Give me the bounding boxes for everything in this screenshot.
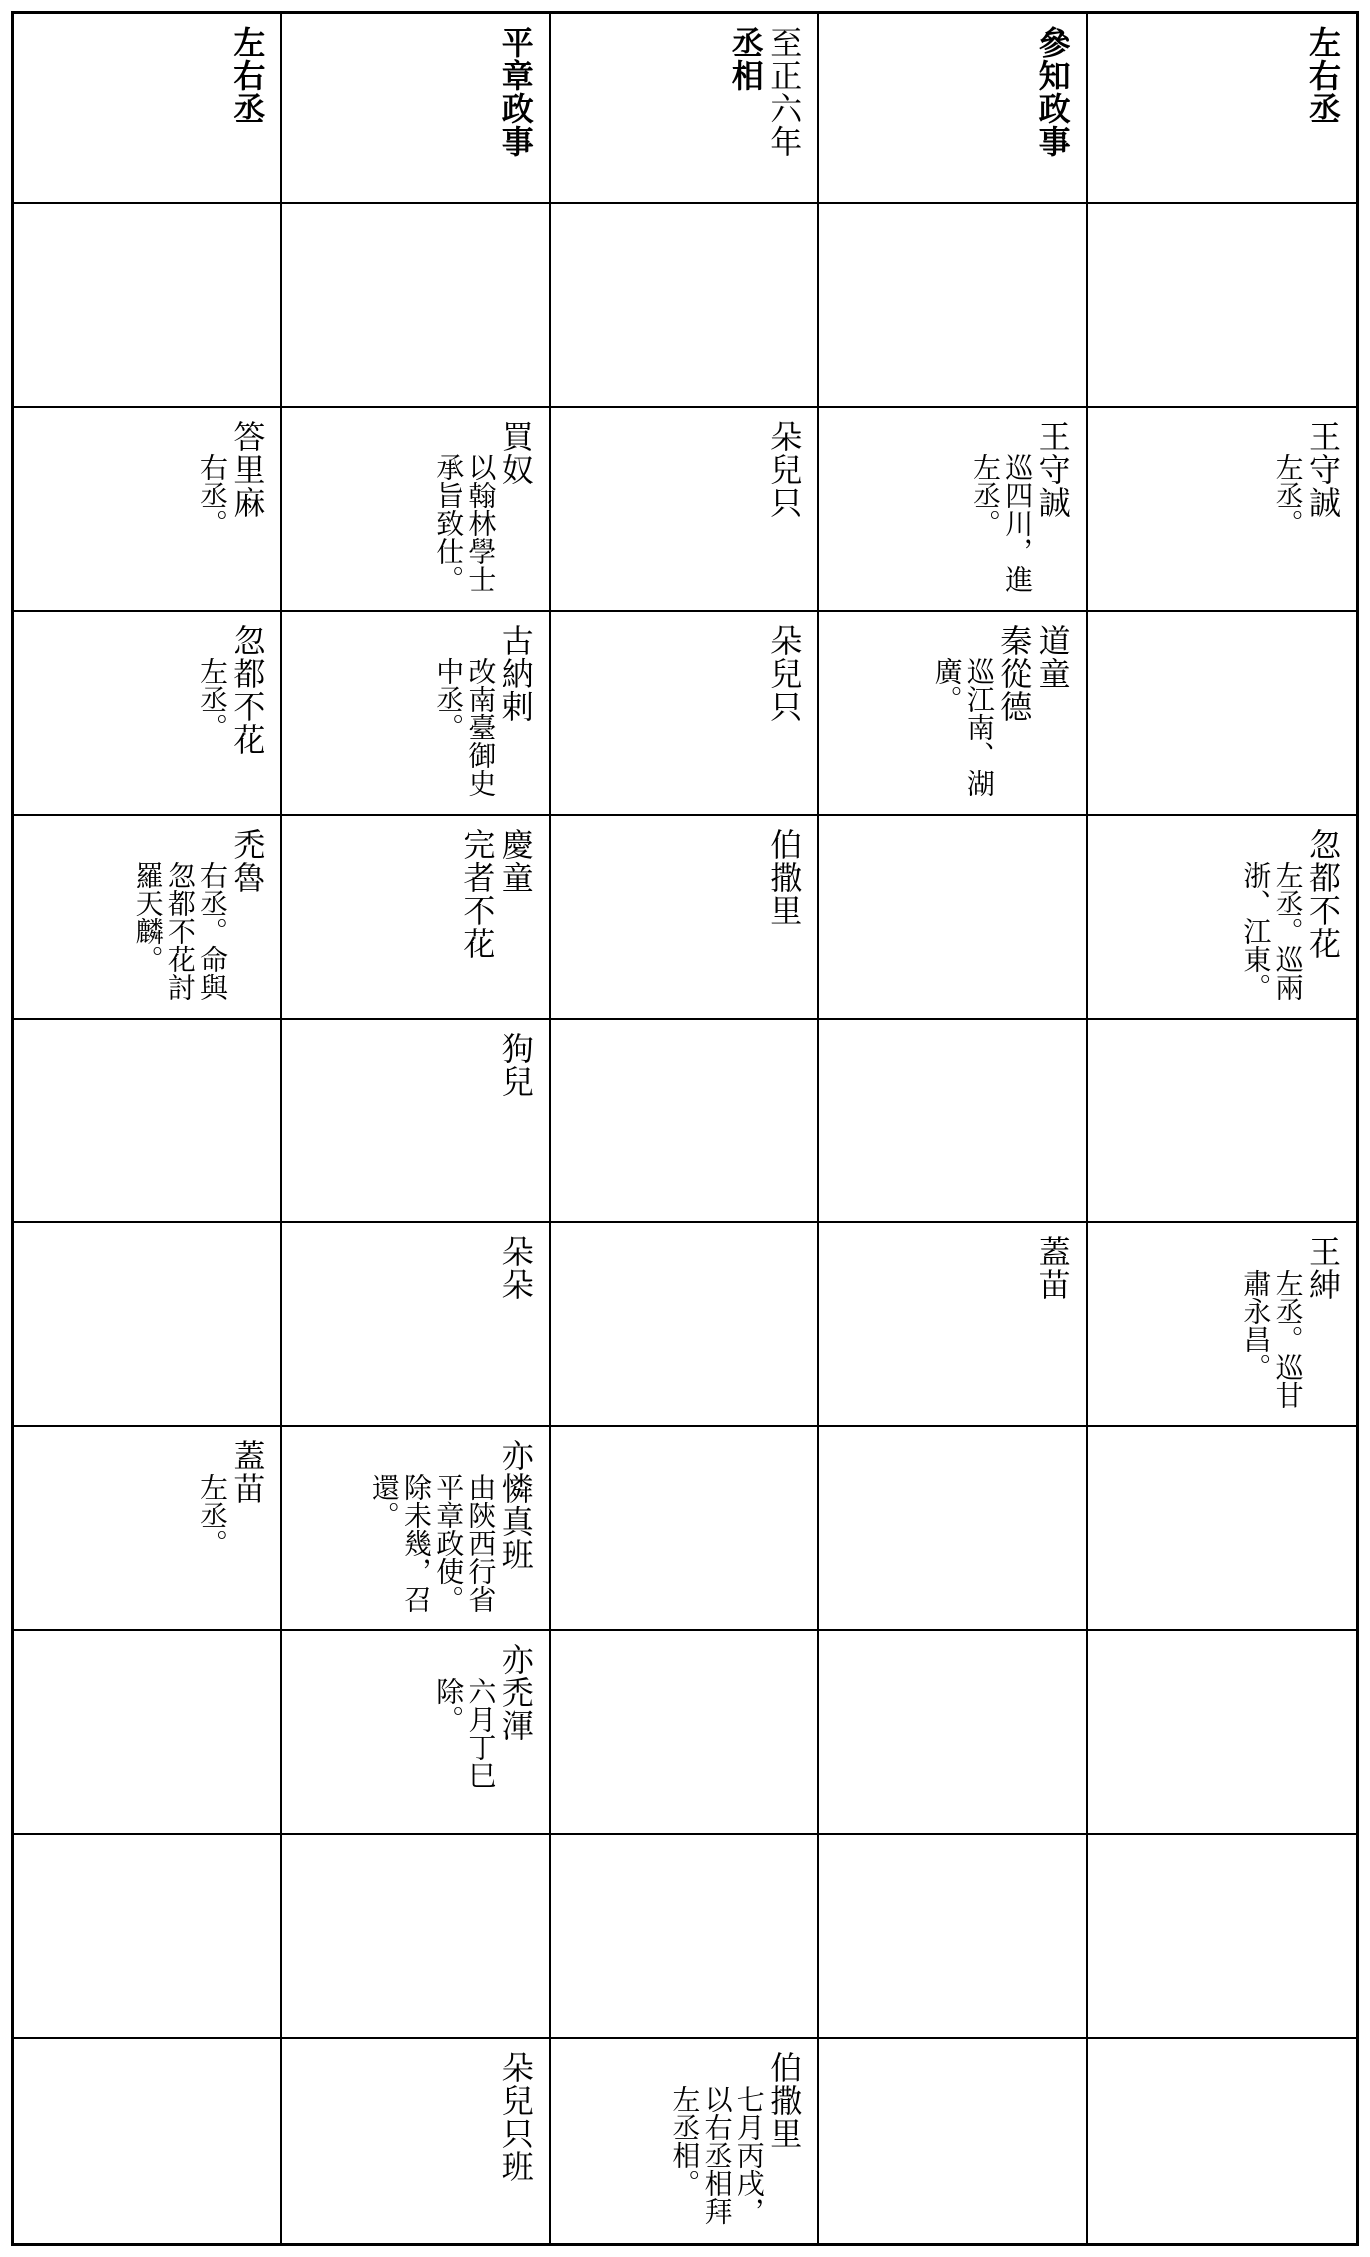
cell-name: 蓋苗 [228, 1439, 267, 1506]
table-cell [1088, 1631, 1356, 1835]
cell-name: 慶童 [496, 827, 535, 894]
table-cell [551, 1427, 819, 1631]
cell-text [14, 1835, 280, 2037]
table-cell [14, 816, 282, 1020]
cell-text [1088, 2039, 1356, 2243]
header-line: 參知政事 [1033, 26, 1072, 158]
cell-text [14, 816, 280, 1018]
header-line: 左右丞 [228, 26, 267, 125]
cell-name: 王守誠 [1303, 419, 1342, 519]
cell-text [282, 612, 548, 814]
cell-note: 右丞。 [196, 453, 229, 538]
cell-text [14, 408, 280, 610]
table-cell [551, 2039, 819, 2243]
cell-text [551, 2039, 817, 2243]
header-line: 至正六年 [765, 26, 804, 158]
cell-name: 王守誠 [1033, 419, 1072, 519]
cell-text [1088, 1020, 1356, 1222]
cell-name: 忽都不花 [228, 623, 267, 756]
cell-name: 古納剌 [496, 623, 535, 723]
table-cell [819, 2039, 1087, 2243]
table-cell [819, 1020, 1087, 1224]
cell-text [819, 1427, 1085, 1629]
table-cell [282, 408, 550, 612]
cell-note: 改南臺御史中丞。 [432, 657, 498, 798]
table-cell [14, 1020, 282, 1224]
table-cell [819, 1835, 1087, 2039]
cell-name: 朵兒只 [765, 419, 804, 519]
cell-text [551, 1427, 817, 1629]
table-cell [1088, 408, 1356, 612]
table-cell [14, 612, 282, 816]
table-cell [282, 1835, 550, 2039]
header-cell [282, 14, 550, 204]
table-cell [1088, 816, 1356, 1020]
cell-text [14, 2039, 280, 2243]
cell-text [1088, 612, 1356, 814]
table-cell [14, 1223, 282, 1427]
cell-text [14, 1223, 280, 1425]
cell-text [282, 1835, 548, 2037]
table-cell [819, 1223, 1087, 1427]
table-cell [551, 1223, 819, 1427]
table-cell [1088, 612, 1356, 816]
cell-text [551, 204, 817, 406]
cell-text [282, 1427, 548, 1629]
table-cell [282, 1631, 550, 1835]
cell-note: 七月丙戌，以右丞相拜左丞相。 [668, 2084, 766, 2225]
cell-text [819, 1631, 1085, 1833]
cell-text [1088, 1223, 1356, 1425]
cell-name: 狗兒 [496, 1031, 535, 1098]
table-cell [1088, 1427, 1356, 1631]
table-cell [819, 1631, 1087, 1835]
table-cell [282, 1427, 550, 1631]
cell-note: 由陝西行省平章政使。除未幾，召還。 [367, 1472, 498, 1613]
cell-text [1088, 1427, 1356, 1629]
cell-name: 完者不花 [458, 827, 497, 960]
table-cell [551, 1631, 819, 1835]
cell-text [282, 1223, 548, 1425]
table-cell [819, 408, 1087, 612]
cell-note: 左丞。 [196, 657, 229, 742]
cell-name: 忽都不花 [1303, 827, 1342, 960]
table-cell [14, 1631, 282, 1835]
cell-name: 伯撒里 [765, 2051, 804, 2151]
cell-text [551, 1835, 817, 2037]
table-cell [819, 204, 1087, 408]
cell-note: 左丞。巡兩浙、江東。 [1239, 861, 1305, 1002]
header-cell [551, 14, 819, 204]
cell-text [1088, 1631, 1356, 1833]
cell-text [282, 1631, 548, 1833]
cell-text [14, 204, 280, 406]
table-cell [282, 612, 550, 816]
cell-text [282, 1020, 548, 1222]
cell-text [551, 612, 817, 814]
table-cell [1088, 1835, 1356, 2039]
cell-note: 六月丁巳除。 [432, 1676, 498, 1789]
cell-text [1088, 816, 1356, 1018]
cell-note: 以翰林學士承旨致仕。 [432, 453, 498, 594]
header-line: 丞相 [726, 26, 765, 92]
header-cell [14, 14, 282, 204]
table-cell [551, 612, 819, 816]
cell-note: 左丞。 [1271, 453, 1305, 538]
table-cell [819, 816, 1087, 1020]
cell-name: 買奴 [496, 419, 535, 486]
cell-text [1088, 408, 1356, 610]
table-cell [14, 408, 282, 612]
cell-name: 禿魯 [228, 827, 267, 894]
cell-text [282, 204, 548, 406]
table-cell [1088, 1020, 1356, 1224]
table-cell [14, 204, 282, 408]
cell-name: 伯撒里 [765, 827, 804, 927]
cell-name: 答里麻 [228, 419, 267, 519]
table-cell [282, 2039, 550, 2243]
cell-name: 朵朵 [496, 1235, 535, 1302]
cell-text [819, 1223, 1085, 1425]
header-text [819, 14, 1085, 202]
cell-name: 朵兒只班 [496, 2051, 535, 2184]
table-cell [551, 1835, 819, 2039]
cell-name: 亦禿渾 [496, 1643, 535, 1743]
cell-text [1088, 1835, 1356, 2037]
cell-name: 蓋苗 [1033, 1235, 1072, 1302]
cell-text [819, 204, 1085, 406]
header-text [282, 14, 548, 202]
cell-text [819, 612, 1085, 814]
table-cell [1088, 1223, 1356, 1427]
cell-name: 秦從德 [995, 623, 1034, 723]
table-cell [282, 816, 550, 1020]
cell-text [14, 612, 280, 814]
header-text [14, 14, 280, 202]
cell-name: 朵兒只 [765, 623, 804, 723]
cell-text [819, 408, 1085, 610]
header-cell [819, 14, 1087, 204]
chronology-table [11, 11, 1359, 2246]
header-line: 左右丞 [1303, 26, 1342, 125]
cell-text [819, 1835, 1085, 2037]
table-cell [14, 2039, 282, 2243]
cell-text [282, 816, 548, 1018]
header-text [551, 14, 817, 202]
cell-text [14, 1020, 280, 1222]
table-cell [1088, 2039, 1356, 2243]
cell-text [551, 1223, 817, 1425]
cell-note: 巡四川，進左丞。 [969, 453, 1035, 594]
table-cell [819, 612, 1087, 816]
cell-text [14, 1631, 280, 1833]
table-cell [551, 816, 819, 1020]
cell-name: 道童 [1033, 623, 1072, 690]
cell-text [819, 816, 1085, 1018]
table-cell [14, 1835, 282, 2039]
table-cell [1088, 204, 1356, 408]
cell-text [551, 816, 817, 1018]
table-cell [14, 1427, 282, 1631]
table-cell [282, 1020, 550, 1224]
cell-text [14, 1427, 280, 1629]
cell-text [819, 2039, 1085, 2243]
cell-text [282, 2039, 548, 2243]
cell-text [551, 1020, 817, 1222]
table-cell [551, 408, 819, 612]
table-cell [551, 204, 819, 408]
cell-name: 亦憐真班 [496, 1439, 535, 1572]
cell-text [551, 1631, 817, 1833]
cell-text [551, 408, 817, 610]
cell-note: 左丞。 [196, 1472, 229, 1557]
cell-name: 王紳 [1303, 1235, 1342, 1302]
table-cell [551, 1020, 819, 1224]
table-cell [282, 204, 550, 408]
cell-text [819, 1020, 1085, 1222]
cell-text [1088, 204, 1356, 406]
cell-text [282, 408, 548, 610]
cell-note: 右丞。命與忽都不花討羅天麟。 [131, 861, 229, 1002]
header-text [1088, 14, 1356, 202]
table-cell [282, 1223, 550, 1427]
cell-note: 左丞。巡甘肅永昌。 [1239, 1269, 1305, 1410]
header-line: 平章政事 [496, 26, 535, 158]
table-cell [819, 1427, 1087, 1631]
cell-note: 巡江南、湖廣。 [930, 657, 996, 798]
header-cell [1088, 14, 1356, 204]
